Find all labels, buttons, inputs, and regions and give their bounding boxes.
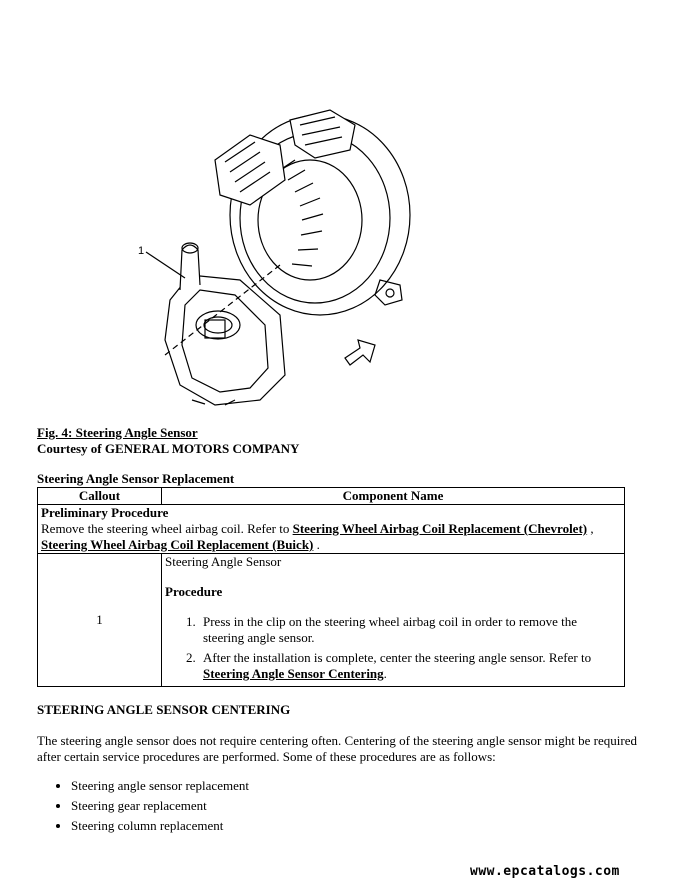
link-airbag-coil-buick[interactable]: Steering Wheel Airbag Coil Replacement (Buick) bbox=[41, 537, 314, 552]
figure-caption bbox=[37, 425, 299, 457]
table-header-row bbox=[38, 488, 625, 505]
list-item: • Steering angle sensor replacement bbox=[71, 778, 249, 794]
procedure-step-2 bbox=[199, 650, 621, 682]
preliminary-text-before: Remove the steering wheel airbag coil. Refer to bbox=[41, 521, 293, 536]
list-item: • Steering column replacement bbox=[71, 818, 249, 834]
table-row bbox=[38, 554, 625, 687]
link-steering-angle-sensor-centering[interactable]: Steering Angle Sensor Centering bbox=[203, 666, 384, 681]
procedure-step-2-text: After the installation is complete, center the steering angle sensor. Refer to bbox=[203, 650, 592, 665]
preliminary-separator: , bbox=[587, 521, 594, 536]
row-component-cell bbox=[162, 554, 625, 687]
preliminary-text-after: . bbox=[313, 537, 320, 552]
procedure-step-1: 1. Press in the clip on the steering wheel airbag coil in order to remove the steering angle sensor. bbox=[199, 614, 621, 646]
preliminary-row bbox=[38, 505, 625, 554]
preliminary-text bbox=[41, 521, 621, 553]
procedure-step-2-end: . bbox=[383, 666, 387, 681]
figure-caption-courtesy: Courtesy of GENERAL MOTORS COMPANY bbox=[37, 441, 300, 456]
preliminary-cell bbox=[38, 505, 625, 554]
list-item: • Steering gear replacement bbox=[71, 798, 249, 814]
section-paragraph: The steering angle sensor does not require centering often. Centering of the steering angle sensor might be required after certain service procedures are performed. Some of these procedures are as follows: bbox=[37, 733, 637, 764]
table-title: Steering Angle Sensor Replacement bbox=[37, 471, 235, 486]
procedure-steps bbox=[165, 614, 621, 682]
replacement-table bbox=[37, 487, 625, 687]
link-airbag-coil-chevrolet[interactable]: Steering Wheel Airbag Coil Replacement (Chevrolet) bbox=[292, 521, 588, 536]
row-component-name: Steering Angle Sensor bbox=[165, 554, 282, 569]
header-component-name: Component Name bbox=[162, 488, 625, 505]
watermark: www.epcatalogs.com bbox=[470, 864, 620, 879]
figure-caption-title[interactable]: Fig. 4: Steering Angle Sensor bbox=[37, 425, 198, 440]
procedure-heading: Procedure bbox=[165, 584, 223, 599]
row-callout: 1 bbox=[38, 554, 162, 687]
procedure-list bbox=[37, 778, 249, 838]
preliminary-heading: Preliminary Procedure bbox=[41, 505, 169, 520]
figure-callout-number: 1 bbox=[138, 245, 145, 257]
steering-angle-sensor-illustration bbox=[130, 100, 430, 420]
section-heading: STEERING ANGLE SENSOR CENTERING bbox=[37, 702, 291, 717]
header-callout: Callout bbox=[38, 488, 162, 505]
